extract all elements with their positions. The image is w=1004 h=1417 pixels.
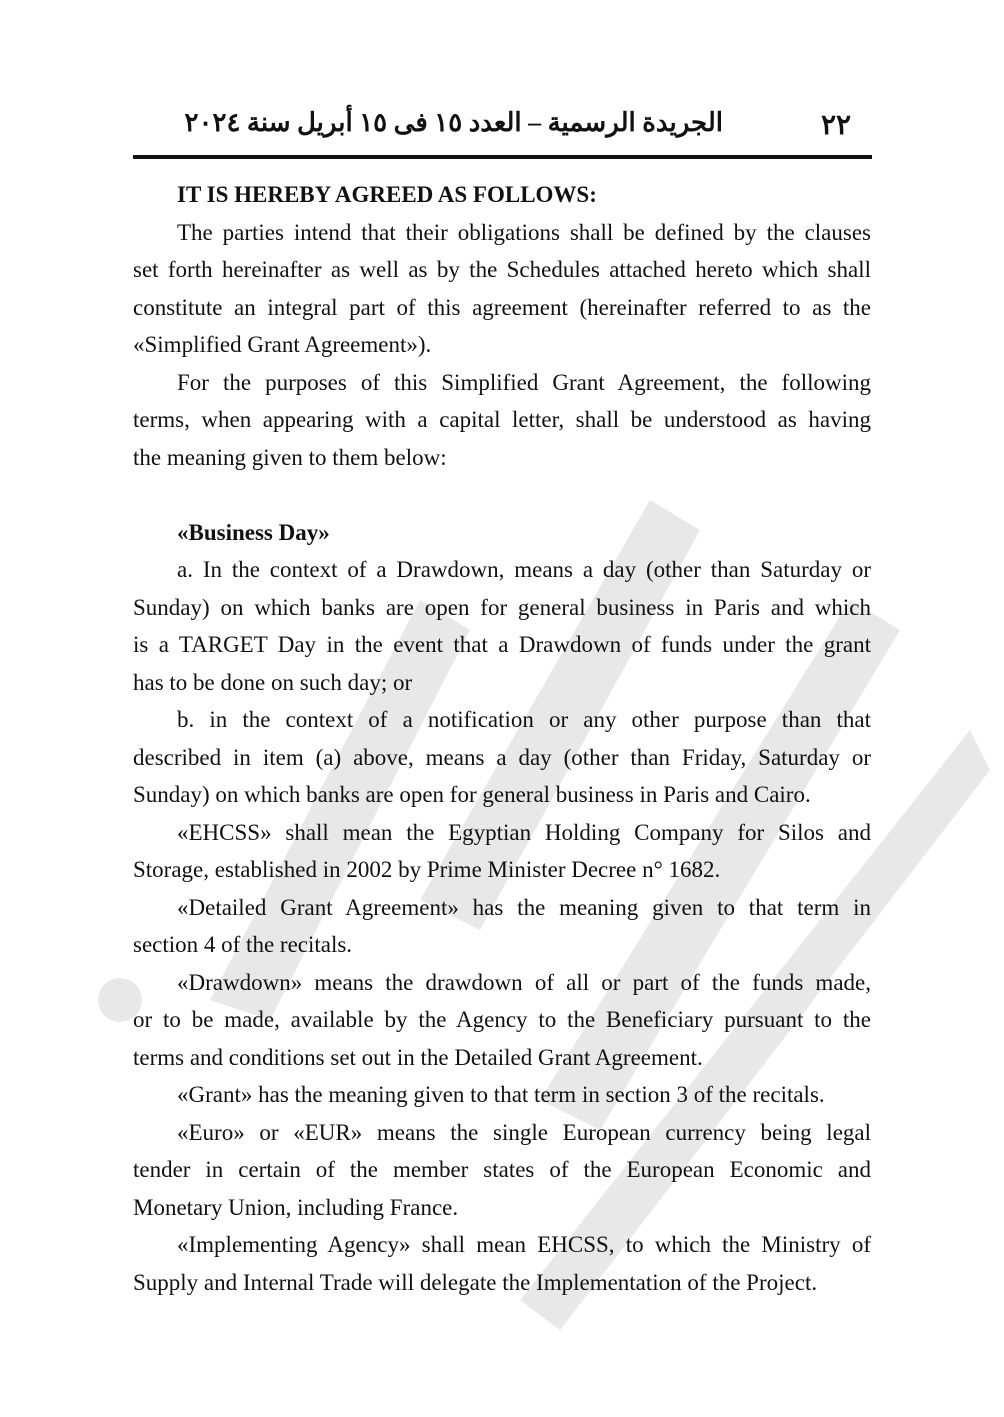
text-line: Monetary Union, including France. [133,1194,459,1220]
text-line: «Simplified Grant Agreement»). [133,332,432,357]
text-line: «Business Day» [177,519,330,545]
text-line: the meaning given to them below: [133,444,447,470]
text-line: b. in the context of a notification or any other purpose than that [177,707,871,732]
paragraph [133,814,871,889]
blank-line [133,476,871,514]
text-line: IT IS HEREBY AGREED AS FOLLOWS: [177,182,597,207]
paragraph [133,701,871,814]
text-line: Supply and Internal Trade will delegate the Implementation of the Project. [133,1269,818,1295]
text-line: a. In the context of a Drawdown, means a day (other than Saturday or [177,557,871,582]
paragraph [133,889,871,964]
header-rule [133,155,872,159]
document-body [133,176,871,1301]
text-line: For the purposes of this Simplified Grant Agreement, the following [177,369,871,395]
text-line: Storage, established in 2002 by Prime Minister Decree n° 1682. [133,857,721,882]
page-number: ٢٢ [821,110,852,141]
section-heading [133,514,871,552]
paragraph [133,551,871,701]
paragraph [133,964,871,1077]
gazette-title: الجريدة الرسمية – العدد ١٥ فى ١٥ أبريل سنة ٢٠٢٤ [184,108,723,137]
text-line: Sunday) on which banks are open for general business in Paris and Cairo. [133,782,811,807]
text-line: «Grant» has the meaning given to that term in section 3 of the recitals. [177,1082,825,1107]
text-line: constitute an integral part of this agreement (hereinafter referred to as the [133,294,871,320]
text-line: «Drawdown» means the drawdown of all or part of the funds made, [177,969,871,995]
text-line: «EHCSS» shall mean the Egyptian Holding Company for Silos and [177,819,871,845]
text-line: terms and conditions set out in the Detailed Grant Agreement. [133,1044,703,1070]
text-line: set forth hereinafter as well as by the Schedules attached hereto which shall [133,257,871,282]
paragraph [133,214,871,364]
text-line: described in item (a) above, means a day (other than Friday, Saturday or [133,744,871,770]
text-line: Sunday) on which banks are open for general business in Paris and which [133,594,871,620]
paragraph [133,364,871,477]
paragraph [133,1114,871,1227]
text-line: «Implementing Agency» shall mean EHCSS, to which the Ministry of [177,1232,871,1257]
text-line: is a TARGET Day in the event that a Drawdown of funds under the grant [133,632,871,657]
text-line: The parties intend that their obligations shall be defined by the clauses [177,219,871,245]
text-line: section 4 of the recitals. [133,932,353,957]
section-heading [133,176,871,214]
text-line: terms, when appearing with a capital letter, shall be understood as having [133,407,871,432]
text-line: «Euro» or «EUR» means the single European currency being legal [177,1119,871,1145]
text-line: has to be done on such day; or [133,669,413,695]
page-header [133,108,871,148]
paragraph [133,1076,871,1114]
paragraph [133,1226,871,1301]
text-line: or to be made, available by the Agency to the Beneficiary pursuant to the [133,1007,871,1032]
text-line: «Detailed Grant Agreement» has the meaning given to that term in [177,894,871,920]
text-line: tender in certain of the member states of the European Economic and [133,1157,871,1182]
